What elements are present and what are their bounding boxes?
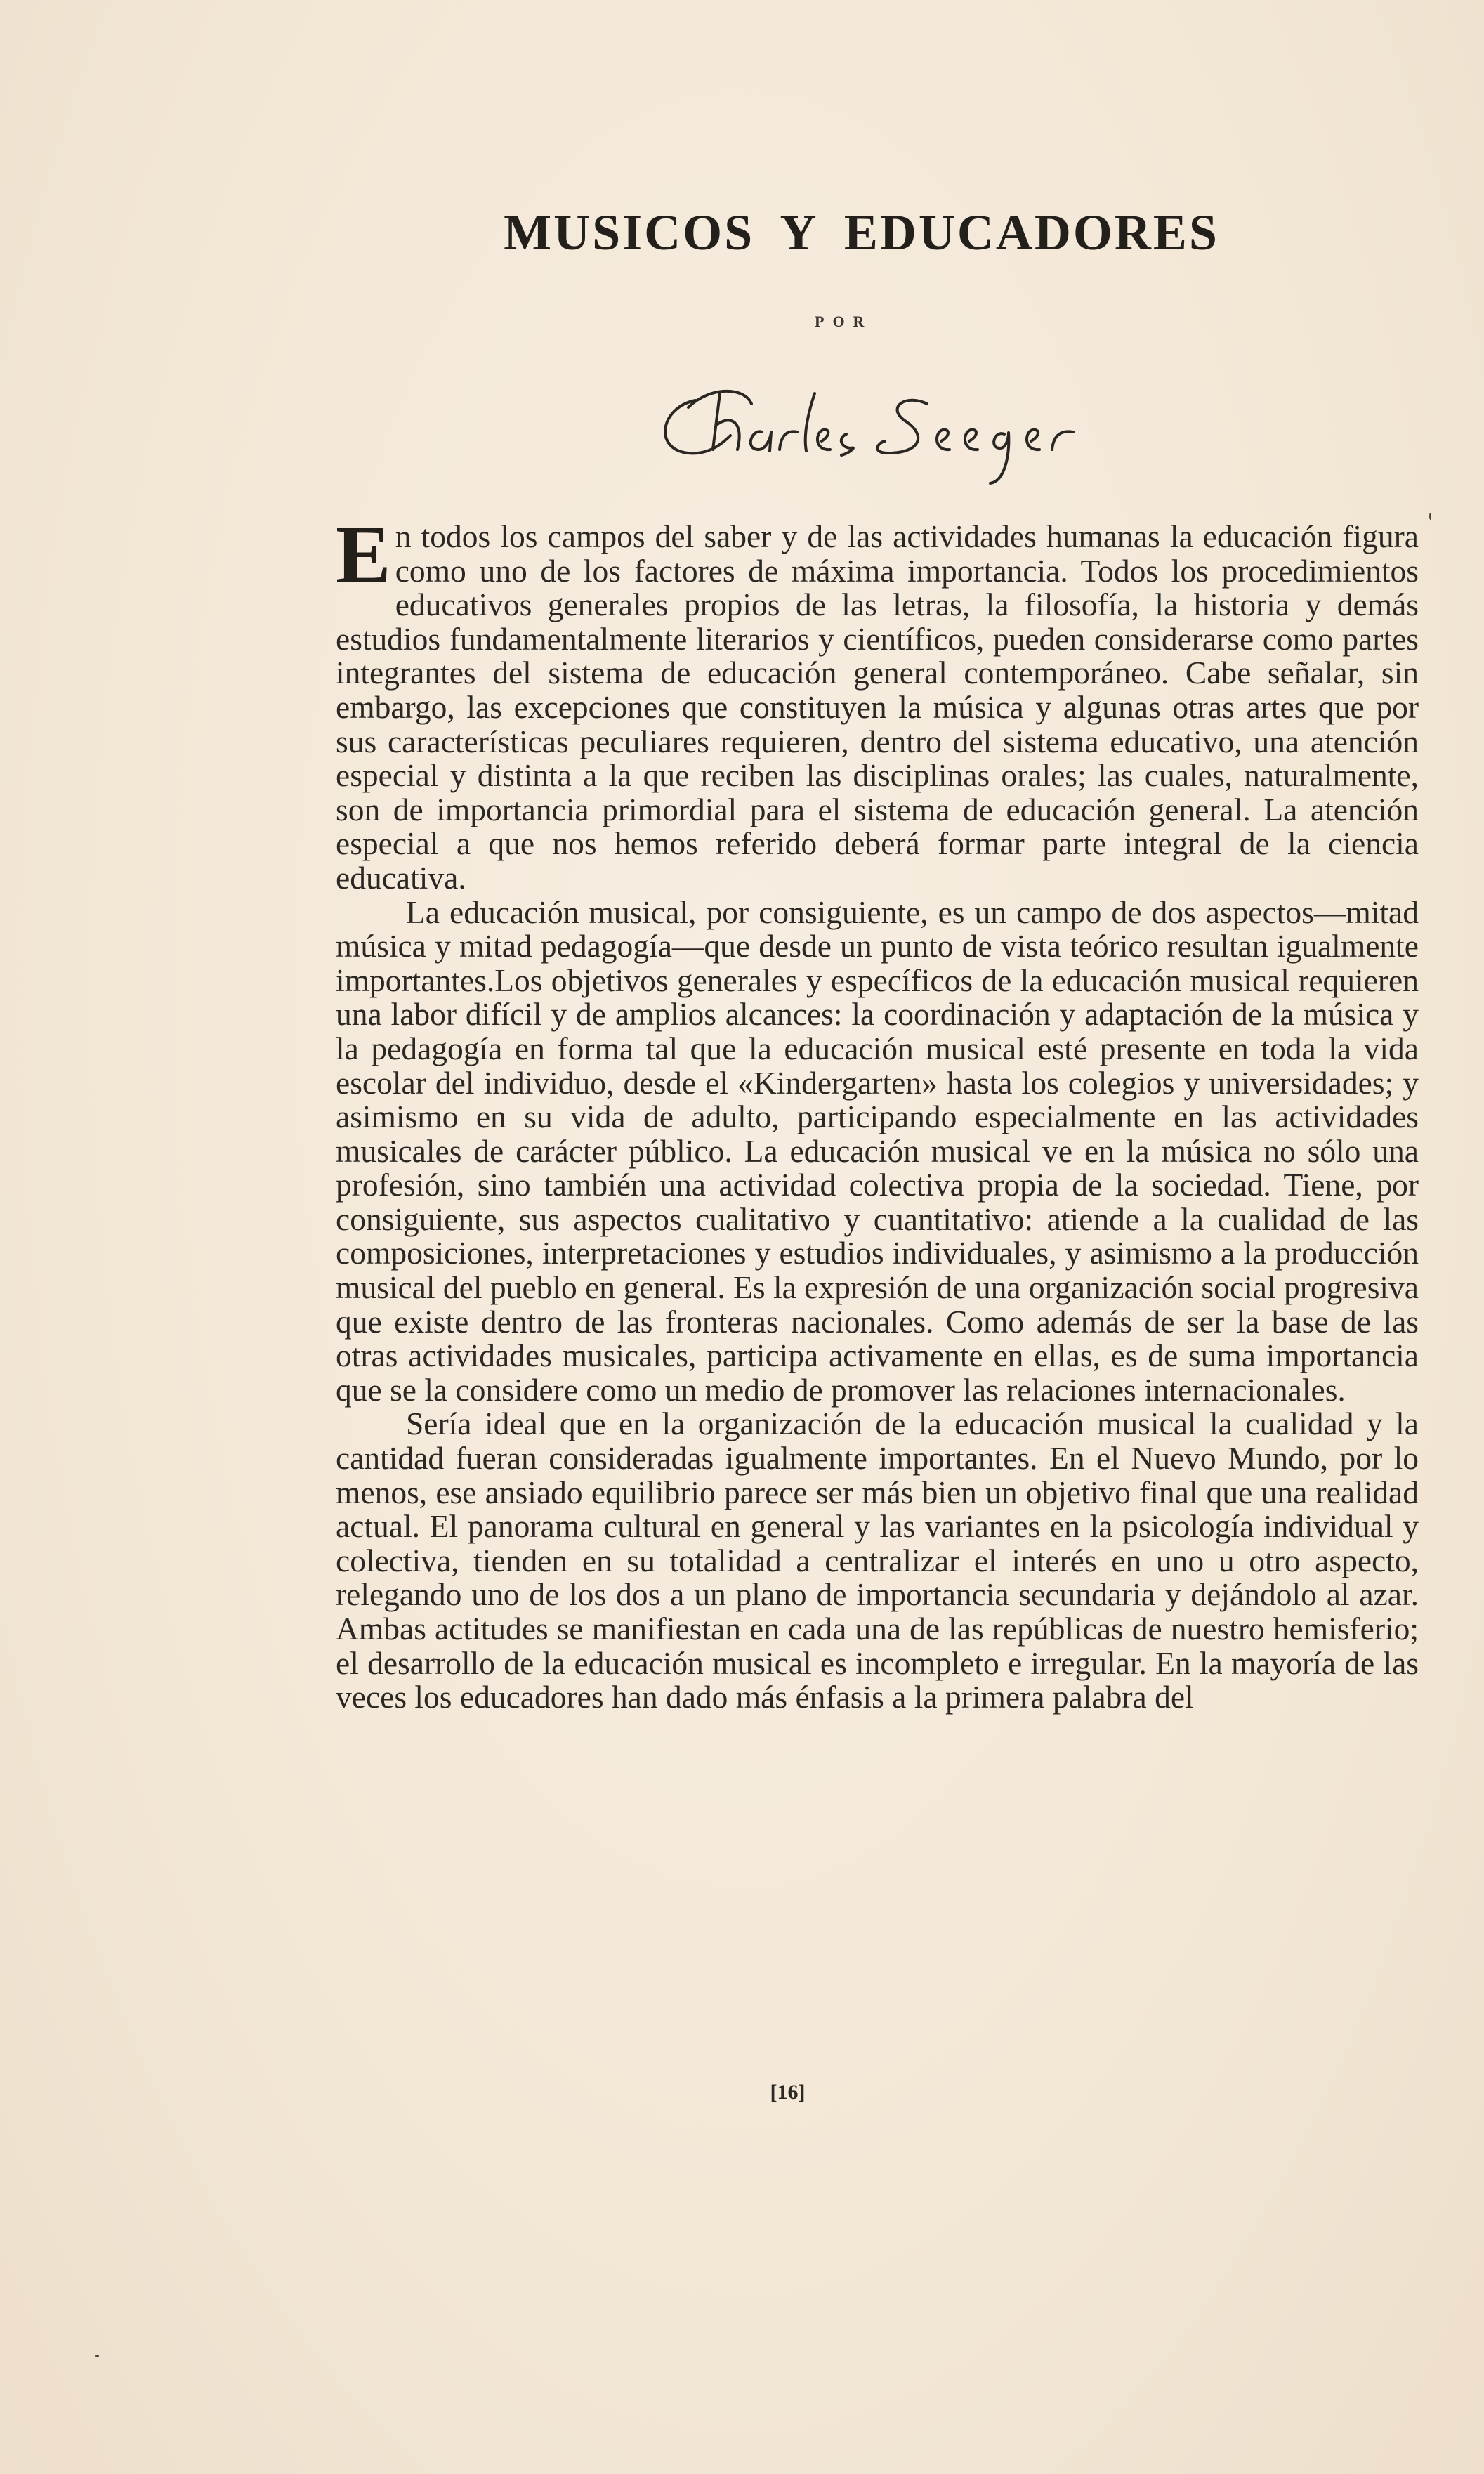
paper-speck <box>95 2355 99 2357</box>
page-number-text: [16] <box>770 2081 806 2104</box>
paragraph-3: Sería ideal que en la organización de la educación musical la cualidad y la cantidad fueran consideradas igualmente importantes. En el Nuevo Mundo, por lo menos, ese ansiado equilibrio parece ser más bien un objetivo final que una realidad actual. El panorama cultural en general y las variantes en la psicología individual y colectiva, tienden en su totalidad a centralizar el interés en uno u otro aspecto, relegando uno de los dos a un plano de importancia secundaria y dejándolo al azar. Ambas actitudes se manifiestan en cada una de las repúblicas de nuestro hemisferio; el desarrollo de la educación musical es incompleto e irregular. En la mayoría de las veces los educadores han dado más énfasis a la primera palabra del <box>336 1406 1419 1715</box>
paragraph-1-text: n todos los campos del saber y de las actividades humanas la educación figura como uno de los factores de máxima importancia. Todos los procedimientos educativos generales propios de las letras, la filosofía, la historia y demás estudios fundamentalmente literarios y científicos, pueden considerarse como partes integrantes del sistema de educación general contemporáneo. Cabe señalar, sin embargo, las excepciones que constituyen la música y algunas otras artes que por sus características peculiares requieren, dentro del sistema educativo, una atención especial y distinta a la que reciben las disciplinas orales; las cuales, naturalmente, son de importancia primordial para el sistema de educación general. La atención especial a que nos hemos referido deberá formar parte integral de la ciencia educativa. <box>336 518 1419 896</box>
page-number <box>0 2081 1484 2105</box>
paragraph-1 <box>336 509 1419 896</box>
article-body <box>336 509 1419 1715</box>
drop-cap: E <box>336 509 391 601</box>
author-signature <box>646 365 1124 492</box>
paper-speck <box>1429 513 1431 520</box>
paragraph-2: La educación musical, por consiguiente, es un campo de dos aspectos—mitad música y mitad pedagogía—que desde un punto de vista teórico resultan igualmente importantes.Los objetivos generales y específicos de la educación musical requieren una labor difícil y de amplios alcances: la coordinación y adaptación de la música y la pedagogía en forma tal que la educación musical esté presente en toda la vida escolar del individuo, desde el «Kindergarten» hasta los colegios y universidades; y asimismo en su vida de adulto, participando especialmente en las actividades musicales de carácter público. La educación musical ve en la música no sólo una profesión, sino también una actividad colectiva propia de la sociedad. Tiene, por consiguiente, sus aspectos cualitativo y cuantitativo: atiende a la cualidad de las composiciones, interpretaciones y estudios individuales, y asimismo a la producción musical del pueblo en general. Es la expresión de una organización social progresiva que existe dentro de las fronteras nacionales. Como además de ser la base de las otras actividades musicales, participa activamente en ellas, es de suma importancia que se la considere como un medio de promover las relaciones internacionales. <box>336 894 1419 1408</box>
article-title <box>0 204 1484 262</box>
byline-prefix: POR <box>815 313 873 330</box>
article-title-text: MUSICOS Y EDUCADORES <box>504 204 1219 261</box>
